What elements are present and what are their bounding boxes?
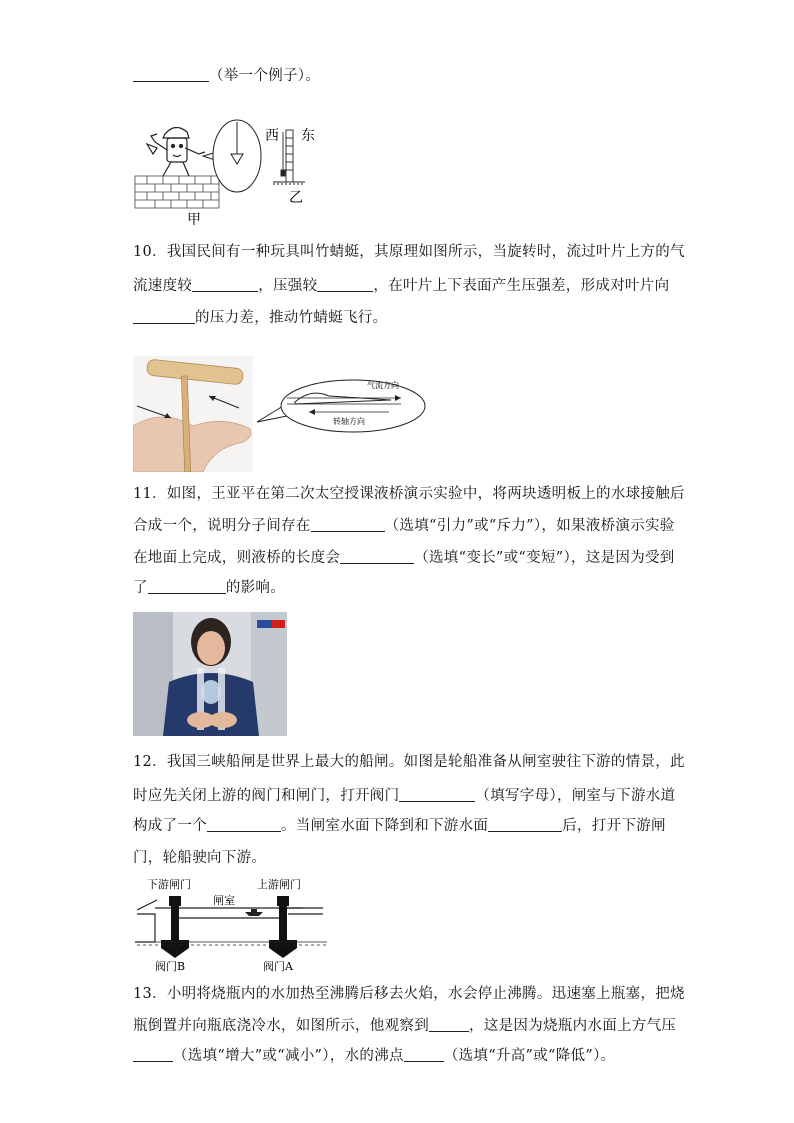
answer-blank[interactable] <box>133 67 209 82</box>
q9-figure <box>133 118 333 228</box>
q12-line-1: 12．我国三峡船闸是世界上最大的船闸。如图是轮船准备从闸室驶往下游的情景，此 <box>133 754 685 770</box>
answer-blank[interactable] <box>488 817 562 832</box>
q13-line-1: 13．小明将烧瓶内的水加热至沸腾后移去火焰，水会停止沸腾。迅速塞上瓶塞，把烧 <box>133 986 685 1002</box>
q11-line-2: 合成一个，说明分子间存在 （选填“引力”或“斥力”），如果液桥演示实验 <box>133 518 675 534</box>
answer-blank[interactable] <box>133 1047 173 1062</box>
answer-blank[interactable] <box>192 277 258 292</box>
label-down-gate: 下游闸门 <box>147 878 191 891</box>
worker-cartoon <box>147 127 205 176</box>
q10-line-1: 10．我国民间有一种玩具叫竹蜻蜓，其原理如图所示，当旋转时，流过叶片上方的气 <box>133 244 685 260</box>
answer-blank[interactable] <box>399 787 475 802</box>
answer-blank[interactable] <box>133 309 195 324</box>
ship-icon <box>245 912 263 916</box>
q12-line-2: 时应先关闭上游的阀门和闸门，打开阀门 （填写字母），闸室与下游水道 <box>133 788 676 804</box>
answer-blank[interactable] <box>317 277 373 292</box>
q12-line-3: 构成了一个 。当闸室水面下降到和下游水面 后，打开下游闸 <box>133 818 666 834</box>
q12-line-4: 门，轮船驶向下游。 <box>133 850 267 866</box>
q10-line-3: 的压力差，推动竹蜻蜓飞行。 <box>133 308 387 328</box>
brick-wall <box>135 176 219 208</box>
q11-line-4: 了 的影响。 <box>133 580 286 596</box>
q12-figure <box>133 874 329 974</box>
label-chamber: 闸室 <box>213 894 235 907</box>
q9-tail-text: （举一个例子）。 <box>209 68 321 84</box>
label-up-gate: 上游闸门 <box>257 878 301 891</box>
q11-line-1: 11．如图，王亚平在第二次太空授课液桥演示实验中，将两块透明板上的水球接触后 <box>133 486 685 502</box>
label-west: 西 <box>265 128 279 144</box>
q10-line-2: 流速度较 ，压强较 ，在叶片上下表面产生压强差，形成对叶片向 <box>133 278 670 294</box>
answer-blank[interactable] <box>207 817 281 832</box>
label-jia: 甲 <box>187 212 201 228</box>
label-valve-b: 阀门B <box>155 960 186 973</box>
q11-line-3: 在地面上完成，则液桥的长度会 （选填“变长”或“变短”），这是因为受到 <box>133 550 675 566</box>
label-east: 东 <box>301 128 315 144</box>
label-rotation: 转轴方向 <box>333 417 365 426</box>
gate-a <box>269 896 297 958</box>
answer-blank[interactable] <box>148 579 226 594</box>
answer-blank[interactable] <box>311 517 385 532</box>
q11-photo <box>133 612 287 736</box>
label-valve-a: 阀门A <box>263 960 293 973</box>
q13-line-3: （选填“增大”或“减小”），水的沸点 （选填“升高”或“降低”）。 <box>133 1046 615 1066</box>
answer-blank[interactable] <box>340 549 414 564</box>
q13-line-2: 瓶倒置并向瓶底浇冷水，如图所示，他观察到 ，这是因为烧瓶内水面上方气压 <box>133 1018 677 1034</box>
q9-tail-line <box>133 66 320 86</box>
label-airflow: 气流方向 <box>367 381 399 390</box>
answer-blank[interactable] <box>404 1047 444 1062</box>
answer-blank[interactable] <box>429 1017 469 1032</box>
label-yi: 乙 <box>289 190 303 206</box>
q10-figure <box>133 356 429 472</box>
gate-b <box>161 896 189 958</box>
